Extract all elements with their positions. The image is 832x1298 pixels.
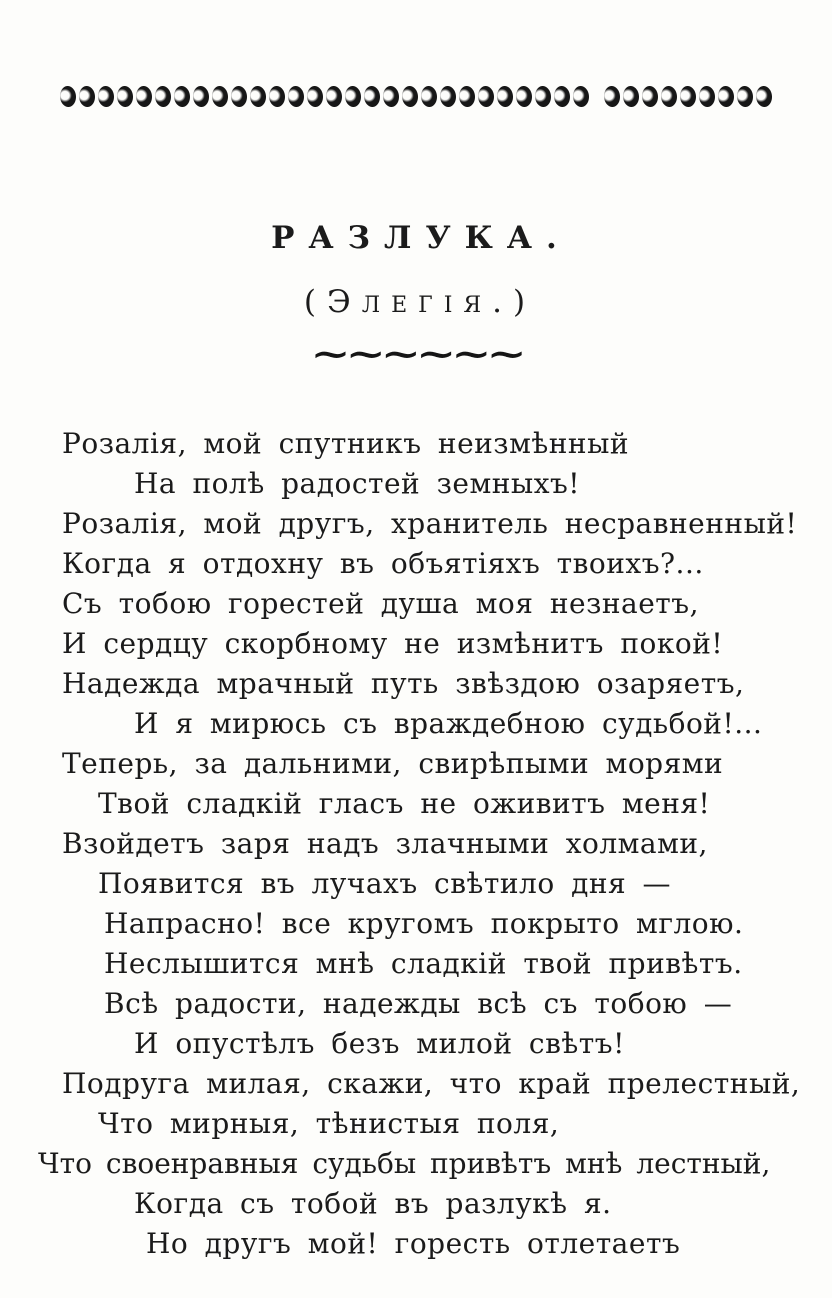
bead-ornament-icon — [660, 85, 677, 107]
bead-ornament-icon — [306, 85, 323, 107]
bead-ornament-icon — [78, 85, 95, 107]
bead-ornament-icon — [458, 85, 475, 107]
bead-ornament-icon — [59, 85, 76, 107]
header-bead-ornament — [60, 86, 774, 107]
poem-line: На полѣ радостей земныхъ! — [134, 467, 581, 500]
poem-line: Что своенравныя судьбы привѣтъ мнѣ лестный, — [38, 1147, 771, 1180]
bead-ornament-icon — [401, 85, 418, 107]
bead-group — [604, 86, 772, 107]
wavy-divider-icon: ~~~~~~ — [310, 333, 522, 375]
bead-ornament-icon — [679, 85, 696, 107]
poem-line: Напрасно! все кругомъ покрыто мглою. — [104, 907, 744, 940]
poem-subtitle: (Элегія.) — [303, 284, 537, 320]
poem-line: Надежда мрачный путь звѣздою озаряетъ, — [62, 667, 745, 700]
bead-ornament-icon — [116, 85, 133, 107]
bead-ornament-icon — [717, 85, 734, 107]
poem-line: Твой сладкій гласъ не оживитъ меня! — [98, 787, 711, 820]
poem-line: И я мирюсь съ враждебною судьбой!... — [134, 707, 763, 740]
poem-line: Но другъ мой! горесть отлетаетъ — [146, 1227, 681, 1260]
poem-line: Всѣ радости, надежды всѣ съ тобою — — [104, 987, 733, 1020]
poem-title: РАЗЛУКА. — [271, 220, 571, 256]
bead-ornament-icon — [363, 85, 380, 107]
bead-ornament-icon — [755, 85, 772, 107]
bead-ornament-icon — [135, 85, 152, 107]
bead-ornament-icon — [572, 85, 589, 107]
bead-ornament-icon — [477, 85, 494, 107]
poem-line: Теперь, за дальними, свирѣпыми морями — [62, 747, 724, 780]
poem-line: Подруга милая, скажи, что край прелестный, — [62, 1067, 801, 1100]
bead-ornament-icon — [173, 85, 190, 107]
poem-line: Съ тобою горестей душа моя незнаетъ, — [62, 587, 699, 620]
bead-ornament-icon — [641, 85, 658, 107]
bead-ornament-icon — [698, 85, 715, 107]
bead-ornament-icon — [420, 85, 437, 107]
poem-line: Что мирныя, тѣнистыя поля, — [98, 1107, 560, 1140]
poem-line: И сердцу скорбному не измѣнитъ покой! — [62, 627, 724, 660]
bead-ornament-icon — [603, 85, 620, 107]
bead-ornament-icon — [496, 85, 513, 107]
poem-line: Неслышится мнѣ сладкій твой привѣтъ. — [104, 947, 743, 980]
bead-ornament-icon — [249, 85, 266, 107]
bead-ornament-icon — [192, 85, 209, 107]
bead-ornament-icon — [515, 85, 532, 107]
bead-ornament-icon — [439, 85, 456, 107]
bead-ornament-icon — [382, 85, 399, 107]
bead-ornament-icon — [268, 85, 285, 107]
poem-line: Взойдетъ заря надъ злачными холмами, — [62, 827, 708, 860]
bead-ornament-icon — [287, 85, 304, 107]
poem-line: Когда я отдохну въ объятіяхъ твоихъ?... — [62, 547, 704, 580]
bead-group — [60, 86, 589, 107]
bead-ornament-icon — [325, 85, 342, 107]
poem-line: Когда съ тобой въ разлукѣ я. — [134, 1187, 612, 1220]
poem-line: Появится въ лучахъ свѣтило дня — — [98, 867, 672, 900]
bead-ornament-icon — [97, 85, 114, 107]
poem-line: И опустѣлъ безъ милой свѣтъ! — [134, 1027, 625, 1060]
poem-body — [38, 424, 810, 1264]
bead-ornament-icon — [211, 85, 228, 107]
bead-ornament-icon — [230, 85, 247, 107]
bead-ornament-icon — [622, 85, 639, 107]
bead-ornament-icon — [553, 85, 570, 107]
bead-ornament-icon — [154, 85, 171, 107]
bead-ornament-icon — [736, 85, 753, 107]
poem-line: Розалія, мой другъ, хранитель несравненный! — [62, 507, 798, 540]
bead-ornament-icon — [344, 85, 361, 107]
bead-ornament-icon — [534, 85, 551, 107]
poem-line: Розалія, мой спутникъ неизмѣнный — [62, 427, 630, 460]
